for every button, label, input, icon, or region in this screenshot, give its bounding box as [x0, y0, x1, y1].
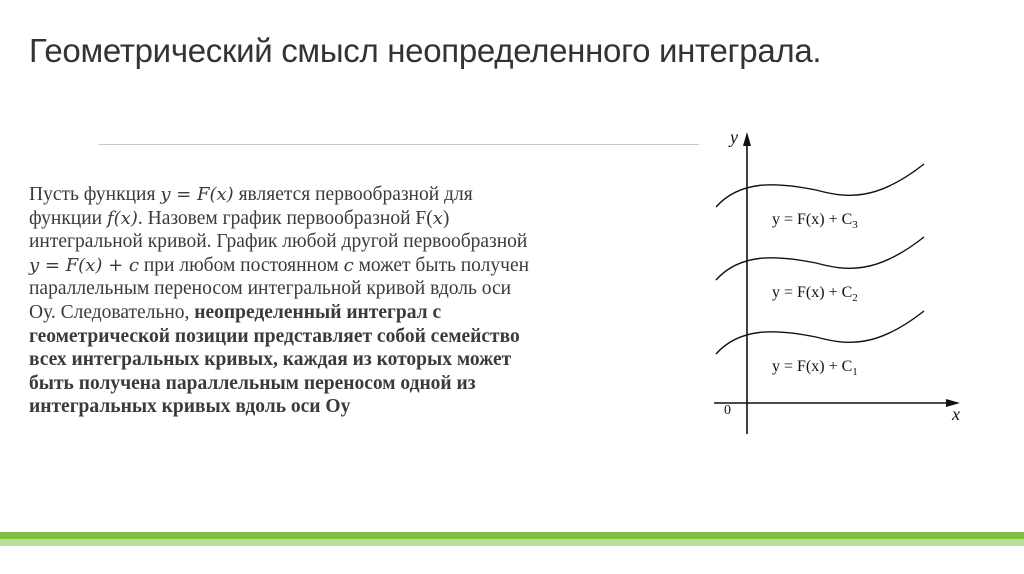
- body-line-7: геометрической позиции представляет собой семейство: [29, 325, 520, 347]
- integral-curves-graph: [706, 122, 976, 442]
- footer-accent-bar: [0, 532, 1024, 539]
- slide-title: Геометрический смысл неопределенного интеграла.: [29, 32, 822, 69]
- y-axis-arrow: [743, 132, 751, 146]
- x-axis-label: x: [952, 404, 960, 424]
- body-line-1: Пусть функция y = F(x) является первообразной для: [29, 184, 473, 205]
- body-line-10: интегральных кривых вдоль оси Оу: [29, 396, 351, 418]
- curve-label-c1: $y = F(x) + C_1$: [772, 358, 858, 378]
- body-line-9: быть получена параллельным переносом одной из: [29, 372, 476, 394]
- body-line-2: функции f(x). Назовем график первообразной F(x): [29, 207, 450, 229]
- body-line-3: интегральной кривой. График любой другой первообразной: [29, 231, 528, 253]
- body-line-5: параллельным переносом интегральной кривой вдоль оси: [29, 278, 512, 300]
- footer-area: [0, 546, 1024, 574]
- body-line-6: Оу. Следовательно, неопределенный интеграл с: [29, 301, 442, 323]
- title-divider: [99, 144, 699, 145]
- curve-label-c3: $y = F(x) + C_3$: [772, 211, 858, 231]
- body-text: [29, 183, 701, 419]
- origin-label: 0: [724, 403, 731, 418]
- footer-accent-bar-light: [0, 539, 1024, 546]
- body-line-8: всех интегральных кривых, каждая из которых может: [29, 349, 512, 371]
- curve-label-c2: $y = F(x) + C_2$: [772, 284, 858, 304]
- body-line-4: y = F(x) + c при любом постоянном c может быть получен: [29, 254, 530, 276]
- y-axis-label: y: [730, 127, 738, 147]
